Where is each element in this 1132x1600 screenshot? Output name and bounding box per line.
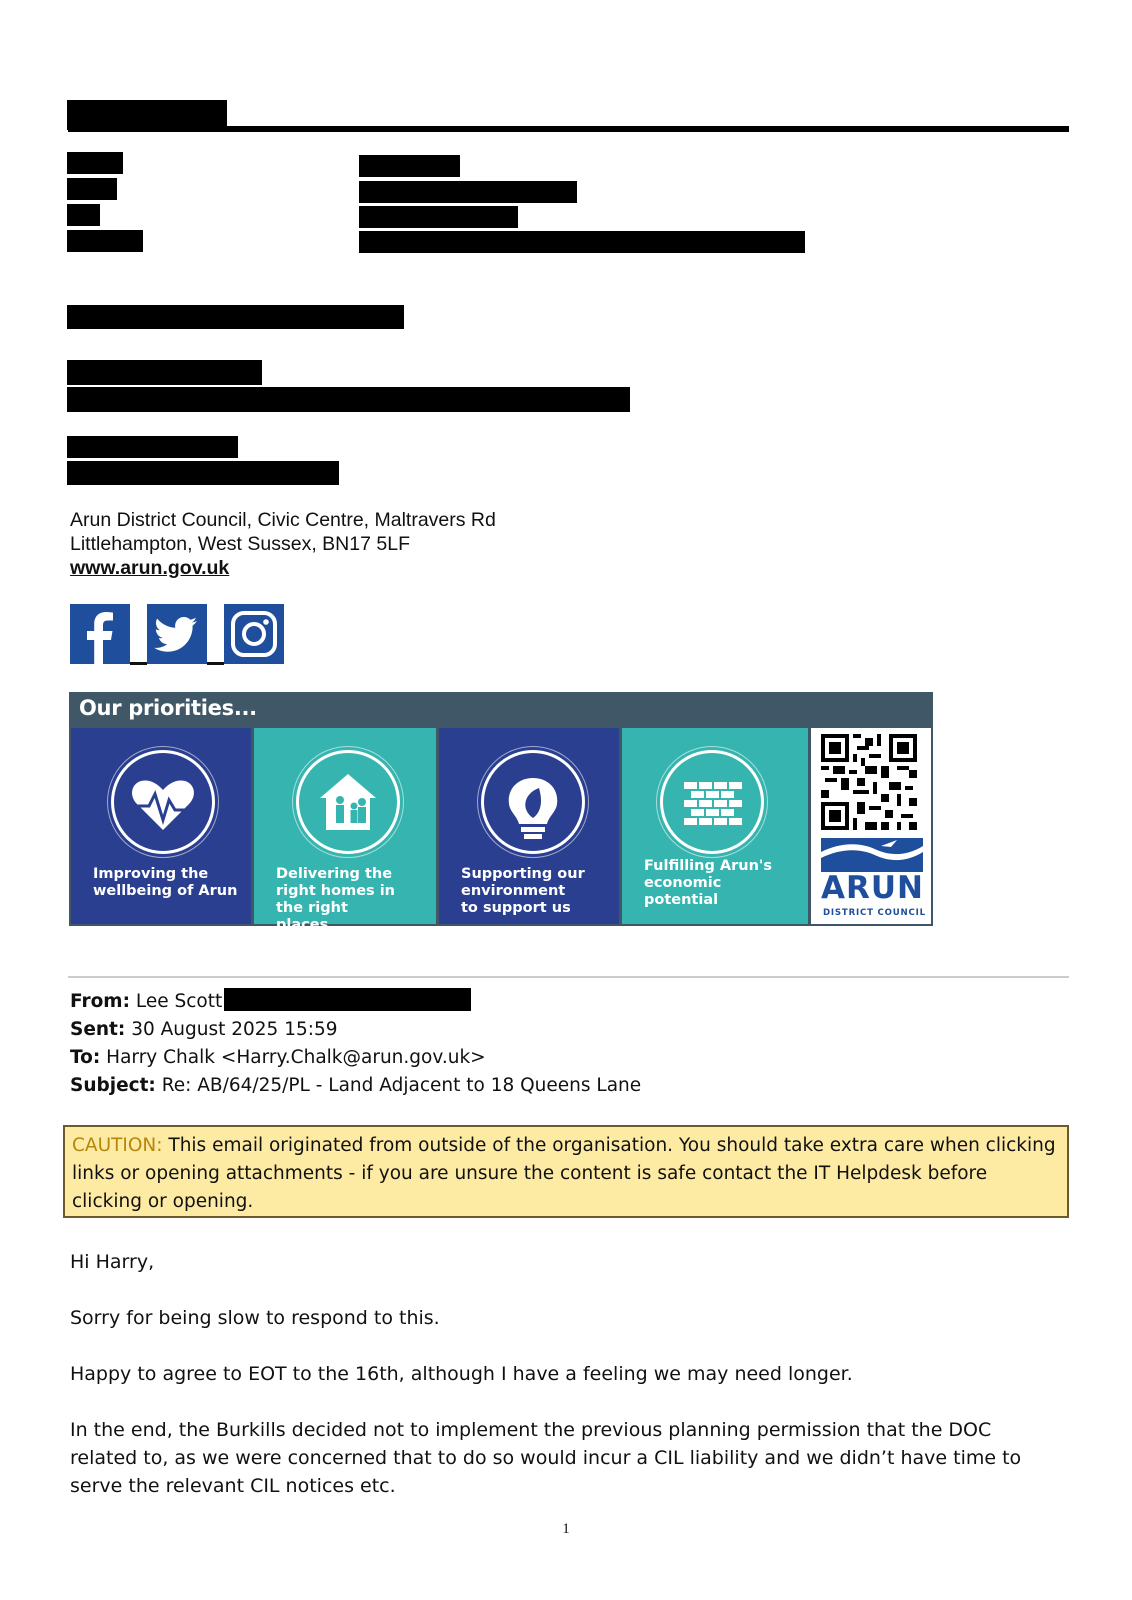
twitter-icon[interactable] [147, 604, 207, 664]
priorities-banner [69, 692, 933, 933]
subject-label: Subject: [70, 1075, 156, 1096]
to-row [70, 1044, 641, 1072]
subject-value: Re: AB/64/25/PL - Land Adjacent to 18 Queens Lane [161, 1075, 642, 1096]
redacted-block [359, 155, 460, 177]
lightbulb-leaf-icon [439, 728, 619, 878]
link-underscore [207, 662, 224, 665]
tile-label: Improving the wellbeing of Arun [93, 866, 238, 899]
to-label: To: [70, 1047, 101, 1068]
arun-logo-sub: DISTRICT COUNCIL [823, 908, 926, 918]
from-label: From: [70, 991, 130, 1012]
arun-logo-word: ARUN [821, 870, 924, 906]
website-link[interactable]: www.arun.gov.uk [70, 557, 230, 579]
from-row [70, 988, 641, 1016]
to-value: Harry Chalk <Harry.Chalk@arun.gov.uk> [106, 1047, 486, 1068]
redacted-block [67, 204, 100, 226]
address-line-2: Littlehampton, West Sussex, BN17 5LF [70, 533, 410, 555]
redacted-block [67, 461, 339, 485]
body-greeting: Hi Harry, [70, 1251, 155, 1273]
redacted-block [359, 231, 805, 253]
priority-tile-homes [254, 728, 436, 933]
priority-tile-economy [622, 728, 808, 924]
tile-label: Delivering the right homes in the right places [276, 866, 396, 933]
sent-value: 30 August 2025 15:59 [131, 1019, 338, 1040]
redacted-block [67, 230, 143, 252]
redacted-block [224, 988, 471, 1011]
redacted-block [359, 181, 577, 203]
body-paragraph: Sorry for being slow to respond to this. [70, 1307, 440, 1329]
address-line-1: Arun District Council, Civic Centre, Maltravers Rd [70, 509, 496, 531]
redacted-block [67, 305, 404, 329]
qr-code-icon [821, 734, 917, 830]
banner-title: Our priorities... [79, 696, 257, 720]
house-family-icon [254, 728, 436, 878]
redacted-block [67, 436, 238, 458]
header-rule [68, 126, 1069, 132]
priority-tile-environment [439, 728, 619, 924]
caution-banner [63, 1125, 1069, 1218]
email-header [70, 988, 641, 1100]
instagram-icon[interactable] [224, 604, 284, 664]
priority-tile-wellbeing [71, 728, 251, 924]
page-number: 1 [562, 1521, 570, 1537]
redacted-block [67, 178, 117, 200]
redacted-block [67, 360, 262, 385]
email-divider [68, 976, 1069, 978]
link-underscore [130, 662, 147, 665]
caution-tag: CAUTION: [72, 1135, 163, 1156]
tile-label: Fulfilling Arun's economic potential [644, 858, 772, 908]
redacted-block [67, 387, 630, 412]
heart-icon [71, 728, 251, 878]
body-paragraph: In the end, the Burkills decided not to implement the previous planning permission that the DOC related to, as we were concerned that to do so would incur a CIL liability and we didn’t have time to serve the relevant CIL notices etc. [70, 1419, 1022, 1497]
tile-label: Supporting our environment to support us [461, 866, 585, 916]
subject-row [70, 1072, 641, 1100]
sent-label: Sent: [70, 1019, 126, 1040]
from-value: Lee Scott [135, 991, 223, 1012]
brick-wall-icon [622, 728, 808, 878]
redacted-block [359, 206, 518, 228]
sent-row [70, 1016, 641, 1044]
arun-wave-logo [821, 838, 923, 872]
facebook-icon[interactable] [70, 604, 130, 664]
body-paragraph: Happy to agree to EOT to the 16th, although I have a feeling we may need longer. [70, 1363, 853, 1385]
arun-logo-tile [811, 728, 931, 924]
signature-address [70, 508, 496, 580]
caution-text: This email originated from outside of the organisation. You should take extra care when clicking links or opening attachments - if you are unsure the content is safe contact the IT Helpdesk before clicking or opening. [72, 1135, 1056, 1212]
redacted-block [67, 152, 123, 174]
